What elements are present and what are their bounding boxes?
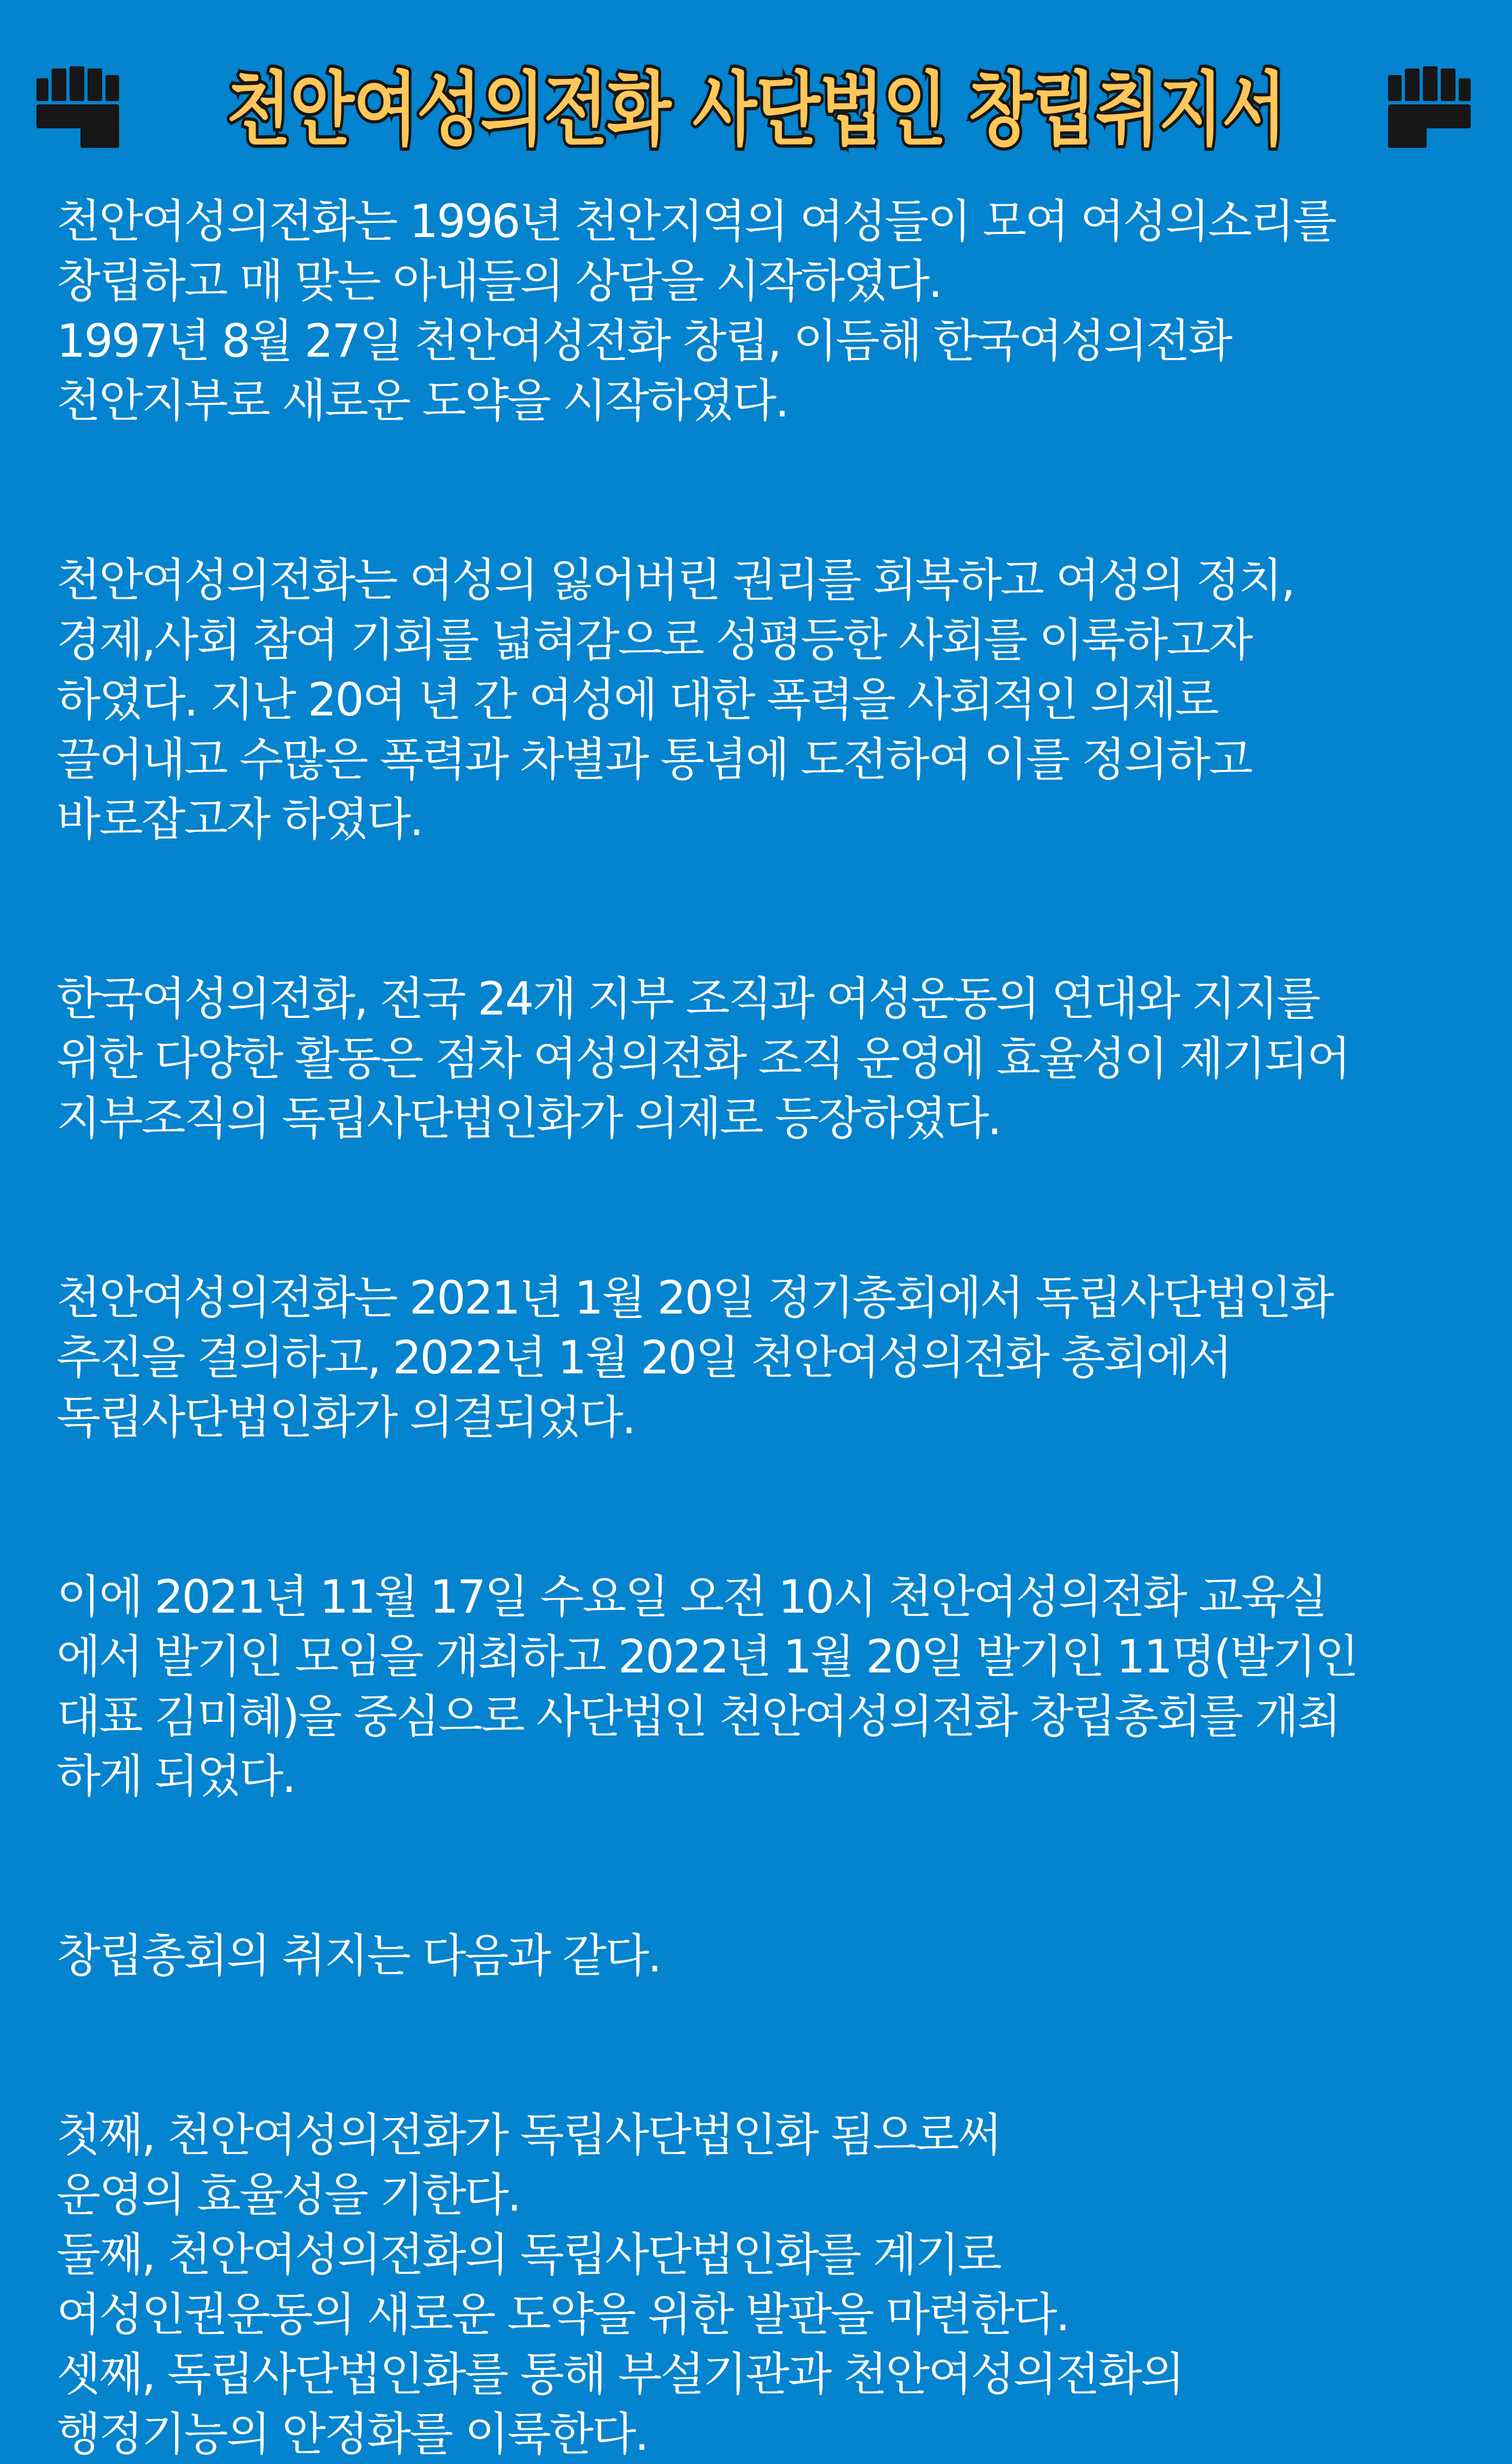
text-line: 하였다. 지난 20여 년 간 여성에 대한 폭력을 사회적인 의제로 [57, 673, 1218, 726]
paragraph-founding-meeting [57, 1567, 1481, 1806]
text-line: 에서 발기인 모임을 개최하고 2022년 1월 20일 발기인 11명(발기인 [57, 1630, 1358, 1683]
page-title: 천안여성의전화 사단법인 창립취지서 [226, 63, 1286, 157]
text-line: 천안여성의전화는 1996년 천안지역의 여성들이 모여 여성의소리를 [57, 195, 1336, 248]
text-line: 대표 김미혜)을 중심으로 사단법인 천안여성의전화 창립총회를 개최 [57, 1690, 1340, 1743]
text-line: 천안여성의전화는 2021년 1월 20일 정기총회에서 독립사단법인화 [57, 1271, 1333, 1324]
document-body [57, 191, 1481, 2464]
text-line: 끌어내고 수많은 폭력과 차별과 통념에 도전하여 이를 정의하고 [57, 733, 1252, 786]
paragraph-mission [57, 550, 1481, 849]
paragraph-history [57, 191, 1481, 431]
text-line: 경제,사회 참여 기회를 넓혀감으로 성평등한 사회를 이룩하고자 [57, 613, 1252, 667]
paragraph-purpose-intro [57, 1926, 1481, 1986]
paragraph-resolution [57, 1268, 1481, 1447]
text-line: 둘째, 천안여성의전화의 독립사단법인화를 계기로 [57, 2228, 1000, 2281]
text-line: 1997년 8월 27일 천안여성전화 창립, 이듬해 한국여성의전화 [57, 314, 1231, 368]
text-line: 독립사단법인화가 의결되었다. [57, 1391, 635, 1444]
raised-fist-icon [1386, 66, 1472, 148]
text-line: 셋째, 독립사단법인화를 통해 부설기관과 천안여성의전화의 [57, 2348, 1184, 2401]
text-line: 지부조직의 독립사단법인화가 의제로 등장하였다. [57, 1092, 1000, 1145]
paragraph-organization [57, 969, 1481, 1148]
text-line: 천안여성의전화는 여성의 잃어버린 권리를 회복하고 여성의 정치, [57, 553, 1294, 607]
paragraph-purpose-list [57, 2105, 1481, 2464]
header [0, 0, 1512, 157]
text-line: 첫째, 천안여성의전화가 독립사단법인화 됨으로써 [57, 2108, 1000, 2162]
text-line: 바로잡고자 하였다. [57, 793, 422, 846]
text-line: 한국여성의전화, 전국 24개 지부 조직과 여성운동의 연대와 지지를 [57, 972, 1320, 1025]
text-line: 추진을 결의하고, 2022년 1월 20일 천안여성의전화 총회에서 [57, 1331, 1231, 1384]
text-line: 행정기능의 안정화를 이룩한다. [57, 2407, 648, 2461]
text-line: 하게 되었다. [57, 1750, 295, 1803]
text-line: 여성인권운동의 새로운 도약을 위한 발판을 마련한다. [57, 2288, 1069, 2341]
text-line: 천안지부로 새로운 도약을 시작하였다. [57, 374, 788, 427]
text-line: 운영의 효율성을 기한다. [57, 2168, 520, 2222]
text-line: 창립하고 매 맞는 아내들의 상담을 시작하였다. [57, 254, 941, 308]
text-line: 이에 2021년 11월 17일 수요일 오전 10시 천안여성의전화 교육실 [57, 1570, 1327, 1623]
text-line: 창립총회의 취지는 다음과 같다. [57, 1929, 661, 1982]
text-line: 위한 다양한 활동은 점차 여성의전화 조직 운영에 효율성이 제기되어 [57, 1032, 1349, 1085]
raised-fist-icon [35, 66, 121, 148]
